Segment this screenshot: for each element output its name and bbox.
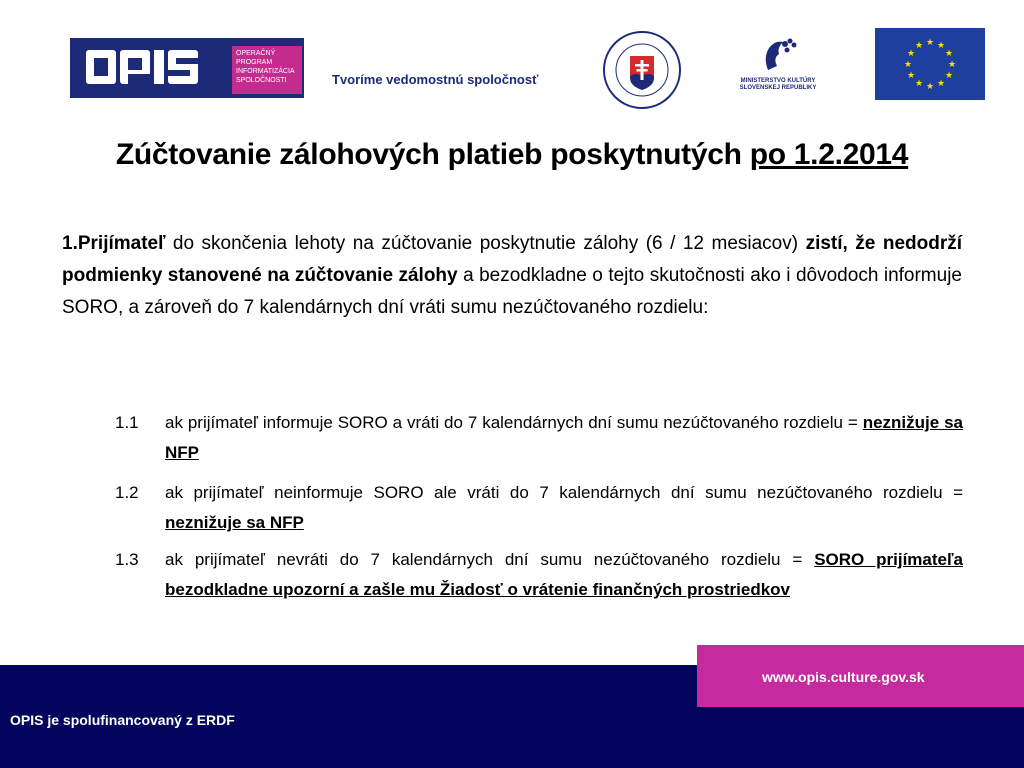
svg-text:★: ★ [944,49,954,59]
paragraph-bold: zistí, že nedodrží podmienky stanovené na zúčtovanie zálohy [62,233,962,286]
list-item [115,478,963,538]
list-item [115,408,963,468]
laurel-head-icon [733,30,823,78]
list-number: 1.2 [115,483,139,502]
opis-wordmark [84,44,224,92]
list-emphasis: neznižuje sa NFP [165,413,964,462]
list-text: ak prijímateľ nevráti do 7 kalendárnych dní sumu nezúčtovaného rozdielu = SORO prijímateľa bezodkladne upozorní a zašle mu Žiadosť o vrátenie finančných prostriedkov [165,550,963,599]
list-text: ak prijímateľ informuje SORO a vráti do 7 kalendárnych dní sumu nezúčtovaného rozdielu = neznižuje sa NFP [165,413,964,462]
paragraph-part2: a bezodkladne o tejto skutočnosti ako i dôvodoch informuje SORO, a zároveň do 7 kalendárnych dní vráti sumu nezúčtovaného rozdielu: [62,265,962,318]
list-number: 1.1 [115,413,139,432]
svg-text:★: ★ [914,79,924,89]
svg-text:★: ★ [906,49,916,59]
svg-text:★: ★ [936,41,946,51]
footer-note: OPIS je spolufinancovaný z ERDF [10,712,235,728]
ministry-name: MINISTERSTVO KULTÚRY SLOVENSKEJ REPUBLIKY [739,78,817,91]
list-number: 1.3 [115,550,139,569]
list-emphasis: neznižuje sa NFP [165,513,304,532]
title-main: Zúčtovanie zálohových platieb poskytnutých [115,138,750,171]
svg-text:★: ★ [944,71,954,81]
title-date: po 1.2.2014 [749,138,909,171]
svg-text:★: ★ [947,60,957,70]
intro-paragraph [62,228,962,324]
list-emphasis: SORO prijímateľa bezodkladne upozorní a zašle mu Žiadosť o vrátenie finančných prostriedkov [165,550,963,599]
list-item [115,545,963,605]
svg-text:★: ★ [903,60,913,70]
svg-text:★: ★ [906,71,916,81]
opis-tagline: OPERAČNÝ PROGRAM INFORMATIZÁCIA SPOLOČNOSTI [232,46,302,94]
eu-flag-icon [875,28,985,100]
svg-text:★: ★ [914,41,924,51]
list-text: ak prijímateľ neinformuje SORO ale vráti do 7 kalendárnych dní sumu nezúčtovaného rozdielu = neznižuje sa NFP [165,483,963,532]
paragraph-lead: 1.Prijímateľ [62,233,166,254]
svg-text:★: ★ [936,79,946,89]
svg-text:★: ★ [925,82,935,92]
page-title [0,138,1024,172]
paragraph-part1: do skončenia lehoty na zúčtovanie poskytnutie zálohy (6 / 12 mesiacov) [165,233,806,254]
footer-url-link[interactable]: www.opis.culture.gov.sk [762,669,925,685]
ministry-logo [733,30,823,100]
svg-text:★: ★ [925,38,935,48]
opis-logo [70,38,304,98]
slogan: Tvoríme vedomostnú spoločnosť [332,72,539,87]
government-seal-icon [602,30,682,110]
